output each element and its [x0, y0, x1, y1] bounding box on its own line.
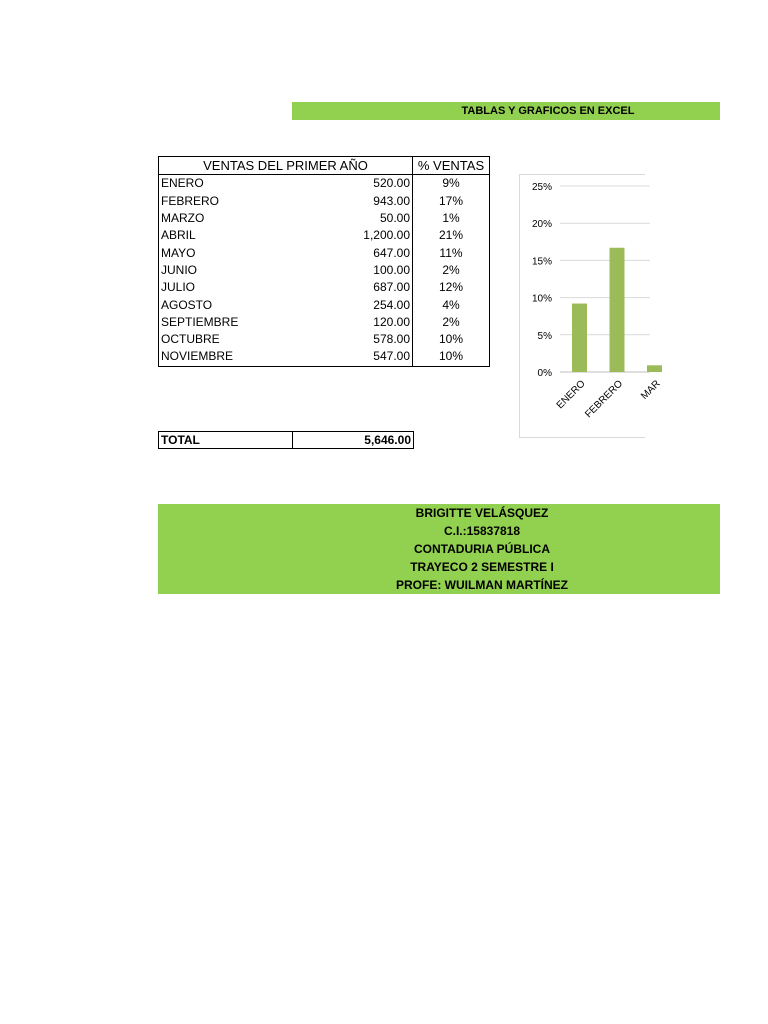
value-cell[interactable]: 1,200.00 — [292, 227, 413, 244]
x-tick-label: FEBRERO — [583, 378, 626, 421]
footer-career: CONTADURIA PÚBLICA — [414, 542, 550, 556]
footer-author: BRIGITTE VELÁSQUEZ — [415, 506, 549, 520]
sales-chart[interactable] — [519, 174, 663, 438]
pct-cell[interactable]: 1% — [442, 211, 460, 226]
value-cell[interactable]: 943.00 — [292, 193, 413, 210]
total-table — [158, 431, 414, 449]
table-row — [159, 279, 490, 296]
value-cell[interactable]: 578.00 — [292, 331, 413, 348]
value-cell[interactable]: 120.00 — [292, 314, 413, 331]
month-cell[interactable]: NOVIEMBRE — [161, 349, 234, 364]
value-cell[interactable]: 520.00 — [292, 175, 413, 193]
pct-cell[interactable]: 4% — [442, 297, 460, 312]
value-cell[interactable]: 547.00 — [292, 348, 413, 366]
chart-svg — [520, 175, 663, 437]
table-header-row — [159, 157, 490, 175]
y-tick-label: 20% — [531, 219, 552, 231]
month-cell[interactable]: ABRIL — [161, 228, 196, 243]
pct-cell[interactable]: 2% — [442, 314, 460, 329]
footer-id: C.I.:15837818 — [443, 524, 521, 538]
y-tick-label: 25% — [531, 182, 552, 193]
footer-banner — [158, 504, 720, 594]
y-tick-label: 15% — [531, 256, 552, 268]
table-row — [159, 227, 490, 244]
bar-febrero[interactable] — [610, 248, 625, 372]
table-row — [159, 175, 490, 193]
month-cell[interactable]: OCTUBRE — [161, 332, 220, 347]
value-cell[interactable]: 687.00 — [292, 279, 413, 296]
pct-cell[interactable]: 9% — [442, 176, 460, 191]
table-row — [159, 314, 490, 331]
pct-cell[interactable]: 12% — [438, 280, 464, 295]
month-cell[interactable]: AGOSTO — [161, 297, 213, 312]
table-row — [159, 348, 490, 366]
sales-table-body — [159, 175, 490, 366]
table-row — [159, 331, 490, 348]
month-cell[interactable]: SEPTIEMBRE — [161, 314, 239, 329]
value-cell[interactable]: 50.00 — [292, 210, 413, 227]
value-cell[interactable]: 254.00 — [292, 296, 413, 313]
header-ventas[interactable]: VENTAS DEL PRIMER AÑO — [159, 157, 413, 175]
header-pct-ventas[interactable]: % VENTAS — [413, 157, 490, 175]
y-tick-label: 10% — [531, 293, 552, 305]
month-cell[interactable]: ENERO — [161, 176, 204, 191]
x-tick-label: MAR — [639, 378, 663, 402]
y-tick-label: 0% — [537, 368, 552, 379]
month-cell[interactable]: MAYO — [161, 245, 196, 260]
table-row — [159, 262, 490, 279]
table-row — [159, 210, 490, 227]
pct-cell[interactable]: 11% — [439, 245, 463, 260]
sales-table — [158, 156, 490, 367]
month-cell[interactable]: MARZO — [161, 211, 205, 226]
pct-cell[interactable]: 10% — [438, 349, 464, 364]
bar-enero[interactable] — [572, 304, 587, 372]
total-row — [159, 432, 414, 449]
month-cell[interactable]: JULIO — [161, 280, 196, 295]
footer-teacher: PROFE: WUILMAN MARTÍNEZ — [396, 578, 568, 592]
pct-cell[interactable]: 2% — [442, 262, 460, 277]
table-row — [159, 193, 490, 210]
month-cell[interactable]: FEBRERO — [161, 193, 220, 208]
pct-cell[interactable]: 21% — [438, 228, 464, 243]
bar-mar[interactable] — [647, 365, 662, 372]
pct-cell[interactable]: 10% — [438, 332, 464, 347]
total-value[interactable]: 5,646.00 — [293, 432, 414, 449]
x-tick-label: ENERO — [554, 378, 588, 412]
table-row — [159, 296, 490, 313]
page-title: TABLAS Y GRAFICOS EN EXCEL — [461, 105, 635, 117]
value-cell[interactable]: 647.00 — [292, 244, 413, 261]
month-cell[interactable]: JUNIO — [161, 262, 197, 277]
pct-cell[interactable]: 17% — [438, 193, 464, 208]
table-row — [159, 244, 490, 261]
title-banner — [292, 102, 720, 120]
y-tick-label: 5% — [537, 330, 552, 342]
footer-semester: TRAYECO 2 SEMESTRE I — [410, 560, 554, 574]
total-label[interactable]: TOTAL — [159, 432, 293, 449]
value-cell[interactable]: 100.00 — [292, 262, 413, 279]
